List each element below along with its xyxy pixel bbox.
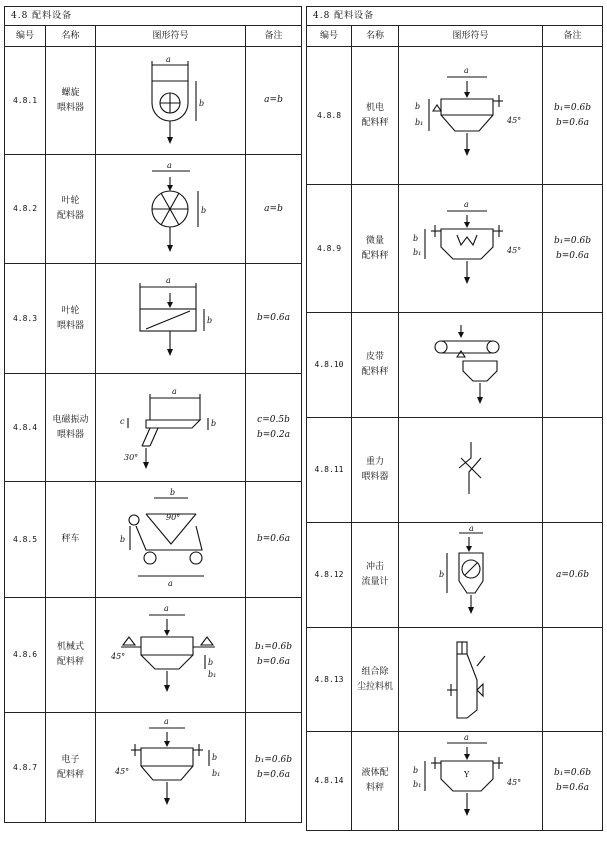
symbol-cell (96, 598, 246, 713)
table-row (307, 47, 603, 185)
row-note: c=0.5b b=0.2a (246, 374, 302, 482)
row-note (543, 418, 603, 523)
svg-text:b: b (210, 418, 216, 428)
row-name: 螺旋 喂料器 (46, 47, 96, 155)
row-note: a=0.6b (543, 523, 603, 628)
row-number: 4.8.9 (307, 185, 352, 313)
row-number: 4.8.5 (5, 482, 46, 598)
symbol-cell (399, 628, 543, 732)
row-number: 4.8.3 (5, 264, 46, 374)
header-symbol: 图形符号 (399, 26, 543, 47)
symbol-cell (399, 47, 543, 185)
dust-removal-feeder-symbol (401, 630, 541, 730)
table-row (307, 418, 603, 523)
header-symbol: 图形符号 (96, 26, 246, 47)
table-row (307, 523, 603, 628)
row-number: 4.8.14 (307, 732, 352, 831)
svg-text:45°: 45° (506, 245, 521, 255)
row-name: 重力 喂料器 (352, 418, 399, 523)
svg-text:a: a (167, 578, 173, 588)
row-number: 4.8.6 (5, 598, 46, 713)
svg-text:a: a (468, 525, 474, 533)
row-name: 微量 配料秤 (352, 185, 399, 313)
row-note: b₁=0.6b b=0.6a (543, 47, 603, 185)
row-note (543, 313, 603, 418)
header-note: 备注 (246, 26, 302, 47)
belt-batch-scale-symbol (401, 317, 541, 413)
row-note: b₁=0.6b b=0.6a (246, 713, 302, 823)
svg-text:45°: 45° (114, 766, 129, 776)
svg-text:30°: 30° (123, 452, 138, 462)
symbol-cell (96, 155, 246, 264)
row-name: 叶轮 配料器 (46, 155, 96, 264)
symbol-cell (96, 482, 246, 598)
vibrating-feeder-symbol (106, 378, 236, 478)
svg-text:45°: 45° (110, 652, 125, 661)
row-name: 机电 配料秤 (352, 47, 399, 185)
svg-text:a: a (463, 733, 469, 742)
header-num: 编号 (5, 26, 46, 47)
header-num: 编号 (307, 26, 352, 47)
rotary-vane-feeder-symbol (106, 159, 236, 259)
header-name: 名称 (352, 26, 399, 47)
svg-text:b: b (169, 487, 175, 497)
svg-text:a: a (165, 54, 171, 64)
svg-text:b: b (206, 315, 212, 325)
header-name: 名称 (46, 26, 96, 47)
svg-text:b₁: b₁ (412, 780, 421, 789)
row-number: 4.8.2 (5, 155, 46, 264)
symbol-cell (399, 418, 543, 523)
symbol-cell (96, 47, 246, 155)
svg-text:a: a (463, 65, 469, 75)
gravity-feeder-symbol (401, 422, 541, 518)
table-row (307, 732, 603, 831)
weighing-car-symbol (106, 486, 236, 594)
row-note: b₁=0.6b b=0.6a (543, 732, 603, 831)
row-number: 4.8.7 (5, 713, 46, 823)
svg-text:b: b (119, 534, 125, 544)
table-row (5, 598, 302, 713)
row-name: 电磁振动 喂料器 (46, 374, 96, 482)
row-name: 叶轮 喂料器 (46, 264, 96, 374)
svg-text:b: b (414, 101, 420, 111)
liquid-batch-scale-symbol (401, 733, 541, 829)
vane-feeder-symbol (106, 269, 236, 369)
svg-text:a: a (165, 275, 171, 285)
electronic-batch-scale-symbol (101, 716, 241, 820)
row-name: 机械式 配料秤 (46, 598, 96, 713)
symbol-cell (399, 313, 543, 418)
svg-text:a: a (463, 199, 469, 209)
svg-text:b: b (438, 570, 444, 579)
table-row (307, 628, 603, 732)
table-row (5, 713, 302, 823)
electromechanical-batch-scale-symbol (401, 61, 541, 171)
table-row (307, 313, 603, 418)
row-number: 4.8.8 (307, 47, 352, 185)
row-number: 4.8.11 (307, 418, 352, 523)
symbol-cell (399, 185, 543, 313)
row-number: 4.8.10 (307, 313, 352, 418)
row-name: 组合除 尘拉料机 (352, 628, 399, 732)
row-note: b=0.6a (246, 482, 302, 598)
svg-text:45°: 45° (506, 115, 521, 125)
svg-text:a: a (163, 716, 169, 726)
row-number: 4.8.12 (307, 523, 352, 628)
row-note: a=b (246, 47, 302, 155)
svg-text:45°: 45° (506, 778, 521, 787)
svg-text:a: a (166, 161, 172, 170)
svg-text:b₁: b₁ (412, 247, 421, 257)
svg-text:Y: Y (463, 770, 469, 779)
row-name: 皮带 配料秤 (352, 313, 399, 418)
row-name: 液体配 料秤 (352, 732, 399, 831)
row-name: 冲击 流量计 (352, 523, 399, 628)
svg-text:b: b (211, 752, 217, 762)
row-note (543, 628, 603, 732)
table-row (5, 264, 302, 374)
section-title: 4.8 配料设备 (307, 7, 603, 26)
svg-text:b: b (412, 233, 418, 243)
table-row (5, 482, 302, 598)
screw-feeder-symbol (106, 51, 236, 151)
section-title: 4.8 配料设备 (5, 7, 302, 26)
impact-flowmeter-symbol (401, 525, 541, 625)
row-note: b₁=0.6b b=0.6a (543, 185, 603, 313)
table-row (307, 185, 603, 313)
svg-text:a: a (171, 386, 177, 396)
left-table (4, 6, 302, 823)
row-note: b₁=0.6b b=0.6a (246, 598, 302, 713)
symbol-cell (399, 523, 543, 628)
row-note: b=0.6a (246, 264, 302, 374)
svg-text:b: b (200, 206, 206, 215)
micro-batch-scale-symbol (401, 197, 541, 301)
header-note: 备注 (543, 26, 603, 47)
symbol-cell (96, 264, 246, 374)
svg-text:b: b (207, 658, 213, 667)
table-row (5, 47, 302, 155)
row-number: 4.8.1 (5, 47, 46, 155)
symbol-cell (399, 732, 543, 831)
row-name: 电子 配料秤 (46, 713, 96, 823)
svg-text:b₁: b₁ (207, 670, 216, 679)
row-note: a=b (246, 155, 302, 264)
svg-text:b₁: b₁ (414, 117, 423, 127)
svg-text:c: c (119, 416, 124, 426)
mechanical-batch-scale-symbol (101, 601, 241, 709)
row-number: 4.8.13 (307, 628, 352, 732)
svg-text:90°: 90° (165, 512, 180, 522)
table-row (5, 374, 302, 482)
right-table (306, 6, 603, 831)
svg-text:a: a (163, 604, 169, 613)
svg-text:b: b (198, 98, 204, 108)
symbol-cell (96, 374, 246, 482)
svg-text:b: b (412, 766, 418, 775)
row-number: 4.8.4 (5, 374, 46, 482)
svg-text:b₁: b₁ (211, 768, 220, 778)
row-name: 秤车 (46, 482, 96, 598)
symbol-cell (96, 713, 246, 823)
table-row (5, 155, 302, 264)
